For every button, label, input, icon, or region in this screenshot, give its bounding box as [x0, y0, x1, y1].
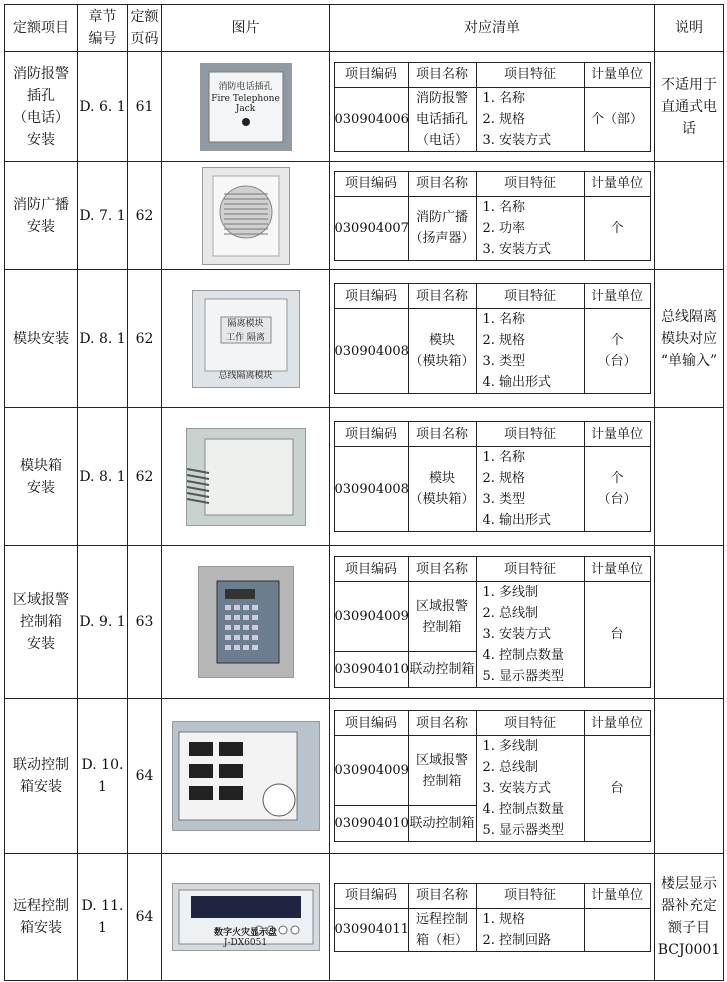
header-image: 图片: [162, 5, 330, 52]
list-cell: [330, 162, 655, 270]
item-code: 030904010: [334, 652, 408, 688]
image-caption: J-DX6051: [223, 938, 268, 948]
speaker-icon: [202, 167, 290, 265]
feature-line: 2. 总线制: [482, 760, 539, 775]
bill-subtable: [334, 883, 651, 952]
feature-line: 1. 多线制: [482, 585, 539, 600]
item-code: 030904010: [334, 806, 408, 842]
note-text: [655, 546, 724, 699]
bill-subtable: [334, 710, 651, 842]
subtable-header-cell: 项目编码: [334, 171, 408, 196]
subtable-header-cell: 计量单位: [584, 171, 650, 196]
item-unit: 个 （台）: [584, 309, 650, 394]
feature-line: 5. 显示器类型: [482, 823, 565, 838]
subtable-header-cell: 项目名称: [408, 171, 476, 196]
item-features: [476, 736, 584, 842]
chapter-number: D. 8. 1: [78, 408, 128, 546]
feature-line: 2. 规格: [482, 111, 526, 127]
feature-line: 3. 类型: [482, 492, 526, 507]
item-name: 远程控制 箱（柜）: [408, 908, 476, 951]
project-name: 消防广播 安装: [5, 162, 78, 270]
note-text: 楼层显示 器补充定 额子目 BCJ0001: [655, 854, 724, 981]
subtable-header-cell: 项目编码: [334, 284, 408, 309]
note-text: [655, 408, 724, 546]
image-cell: [162, 854, 330, 981]
subtable-header-cell: 计量单位: [584, 62, 650, 87]
image-cell: [162, 270, 330, 408]
item-unit: 个: [584, 196, 650, 260]
chapter-number: D. 11. 1: [78, 854, 128, 981]
chapter-number: D. 8. 1: [78, 270, 128, 408]
item-name: 消防报警 电话插孔 （电话）: [408, 87, 476, 151]
table-row: [5, 270, 724, 408]
list-cell: [330, 546, 655, 699]
feature-line: 1. 规格: [482, 911, 526, 927]
header-row: [5, 5, 724, 52]
item-code: 030904008: [334, 309, 408, 394]
subtable-header: [334, 883, 650, 908]
image-cell: [162, 699, 330, 854]
item-unit: 个 （台）: [584, 447, 650, 532]
item-unit: 台: [584, 736, 650, 842]
image-caption: 隔离模块: [227, 318, 264, 329]
image-cell: [162, 162, 330, 270]
subtable-header-cell: 项目名称: [408, 62, 476, 87]
image-caption: 消防电话插孔: [218, 81, 273, 92]
subtable-header-cell: 项目编码: [334, 557, 408, 582]
feature-line: 2. 规格: [482, 333, 526, 348]
item-code: 030904006: [334, 87, 408, 151]
item-name: 消防广播 （扬声器）: [408, 196, 476, 260]
telephone-jack-icon: [200, 63, 292, 151]
subtable-header-cell: 项目名称: [408, 284, 476, 309]
list-cell: [330, 408, 655, 546]
feature-line: 3. 安装方式: [482, 241, 552, 257]
page-number: 61: [128, 52, 162, 162]
item-features: [476, 196, 584, 260]
subtable-header-cell: 计量单位: [584, 422, 650, 447]
item-features: [476, 582, 584, 688]
subtable-header-cell: 项目名称: [408, 422, 476, 447]
chapter-number: D. 9. 1: [78, 546, 128, 699]
bill-subtable: [334, 556, 651, 688]
image-cell: [162, 546, 330, 699]
table-row: [5, 699, 724, 854]
item-code: 030904008: [334, 447, 408, 532]
subtable-header-cell: 项目特征: [476, 883, 584, 908]
subtable-header-cell: 项目编码: [334, 711, 408, 736]
subtable-header-cell: 项目特征: [476, 284, 584, 309]
page-number: 64: [128, 854, 162, 981]
table-row: [5, 408, 724, 546]
item-features: [476, 87, 584, 151]
subtable-header-cell: 项目特征: [476, 171, 584, 196]
feature-line: 3. 安装方式: [482, 627, 552, 642]
bill-subtable: [334, 283, 651, 394]
subtable-header: [334, 171, 650, 196]
subtable-header: [334, 62, 650, 87]
bill-item-row: [334, 908, 650, 951]
module-cabinet-icon: [186, 428, 306, 526]
project-name: 联动控制 箱安装: [5, 699, 78, 854]
chapter-number: D. 10. 1: [78, 699, 128, 854]
feature-line: 4. 控制点数量: [482, 648, 565, 663]
chapter-number: D. 7. 1: [78, 162, 128, 270]
feature-line: 3. 安装方式: [482, 781, 552, 796]
subtable-header-cell: 项目特征: [476, 62, 584, 87]
subtable-header-cell: 项目编码: [334, 883, 408, 908]
feature-line: 2. 总线制: [482, 606, 539, 621]
list-cell: [330, 52, 655, 162]
project-name: 模块安装: [5, 270, 78, 408]
feature-line: 4. 输出形式: [482, 375, 552, 390]
project-name: 区域报警 控制箱 安装: [5, 546, 78, 699]
feature-line: 4. 输出形式: [482, 513, 552, 528]
note-text: 总线隔离 模块对应 “单输入”: [655, 270, 724, 408]
feature-line: 5. 显示器类型: [482, 669, 565, 684]
header-chapter: 章节 编号: [78, 5, 128, 52]
feature-line: 2. 规格: [482, 471, 526, 486]
bill-subtable: [334, 171, 651, 261]
bill-item-row: [334, 447, 650, 532]
feature-line: 1. 名称: [482, 199, 526, 215]
subtable-header-cell: 计量单位: [584, 711, 650, 736]
item-name: 区域报警 控制箱: [408, 582, 476, 652]
bill-item-row: [334, 582, 650, 652]
item-name: 联动控制箱: [408, 806, 476, 842]
subtable-header-cell: 项目特征: [476, 422, 584, 447]
feature-line: 3. 类型: [482, 354, 526, 369]
header-note: 说明: [655, 5, 724, 52]
item-code: 030904009: [334, 736, 408, 806]
bill-subtable: [334, 62, 651, 152]
subtable-header: [334, 284, 650, 309]
quota-table: [4, 4, 724, 981]
item-name: 区域报警 控制箱: [408, 736, 476, 806]
item-code: 030904007: [334, 196, 408, 260]
linkage-control-box-icon: [172, 721, 320, 831]
subtable-header-cell: 计量单位: [584, 557, 650, 582]
image-caption: 数字火灾显示盘: [213, 928, 277, 938]
subtable-header-cell: 计量单位: [584, 284, 650, 309]
table-row: [5, 854, 724, 981]
list-cell: [330, 699, 655, 854]
item-features: [476, 309, 584, 394]
image-caption: 总线隔离模块: [218, 370, 273, 381]
item-name: 模块 （模块箱）: [408, 309, 476, 394]
note-text: 不适用于 直通式电 话: [655, 52, 724, 162]
project-name: 消防报警 插孔 （电话） 安装: [5, 52, 78, 162]
table-row: [5, 162, 724, 270]
item-features: [476, 908, 584, 951]
item-code: 030904011: [334, 908, 408, 951]
bill-item-row: [334, 196, 650, 260]
image-caption: 工作 隔离: [226, 332, 265, 343]
feature-line: 2. 控制回路: [482, 932, 552, 948]
subtable-header: [334, 557, 650, 582]
feature-line: 2. 功率: [482, 220, 526, 236]
alarm-control-panel-icon: [198, 566, 294, 678]
feature-line: 1. 名称: [482, 90, 526, 106]
item-features: [476, 447, 584, 532]
feature-line: 4. 控制点数量: [482, 802, 565, 817]
page-number: 62: [128, 270, 162, 408]
item-unit: 台: [584, 582, 650, 688]
bill-item-row: [334, 309, 650, 394]
item-unit: [584, 908, 650, 951]
module-box-icon: [192, 290, 300, 388]
item-name: 联动控制箱: [408, 652, 476, 688]
feature-line: 3. 安装方式: [482, 132, 552, 148]
list-cell: [330, 270, 655, 408]
page-number: 62: [128, 162, 162, 270]
item-unit: 个（部）: [584, 87, 650, 151]
note-text: [655, 699, 724, 854]
header-page: 定额 页码: [128, 5, 162, 52]
subtable-header-cell: 项目名称: [408, 557, 476, 582]
remote-display-panel-icon: [172, 883, 320, 951]
subtable-header-cell: 项目编码: [334, 422, 408, 447]
item-name: 模块 （模块箱）: [408, 447, 476, 532]
feature-line: 1. 名称: [482, 312, 526, 327]
feature-line: 1. 名称: [482, 450, 526, 465]
page-number: 64: [128, 699, 162, 854]
subtable-header-cell: 项目编码: [334, 62, 408, 87]
image-caption: Fire Telephone Jack: [211, 93, 280, 114]
feature-line: 1. 多线制: [482, 739, 539, 754]
image-cell: [162, 52, 330, 162]
project-name: 远程控制 箱安装: [5, 854, 78, 981]
bill-subtable: [334, 421, 651, 532]
bill-item-row: [334, 736, 650, 806]
header-list: 对应清单: [330, 5, 655, 52]
note-text: [655, 162, 724, 270]
bill-item-row: [334, 87, 650, 151]
item-code: 030904009: [334, 582, 408, 652]
table-row: [5, 52, 724, 162]
subtable-header-cell: 项目特征: [476, 557, 584, 582]
table-row: [5, 546, 724, 699]
image-cell: [162, 408, 330, 546]
project-name: 模块箱 安装: [5, 408, 78, 546]
subtable-header: [334, 711, 650, 736]
chapter-number: D. 6. 1: [78, 52, 128, 162]
subtable-header-cell: 项目名称: [408, 711, 476, 736]
subtable-header-cell: 项目特征: [476, 711, 584, 736]
page-number: 63: [128, 546, 162, 699]
subtable-header-cell: 计量单位: [584, 883, 650, 908]
subtable-header-cell: 项目名称: [408, 883, 476, 908]
list-cell: [330, 854, 655, 981]
header-project: 定额项目: [5, 5, 78, 52]
subtable-header: [334, 422, 650, 447]
page-number: 62: [128, 408, 162, 546]
